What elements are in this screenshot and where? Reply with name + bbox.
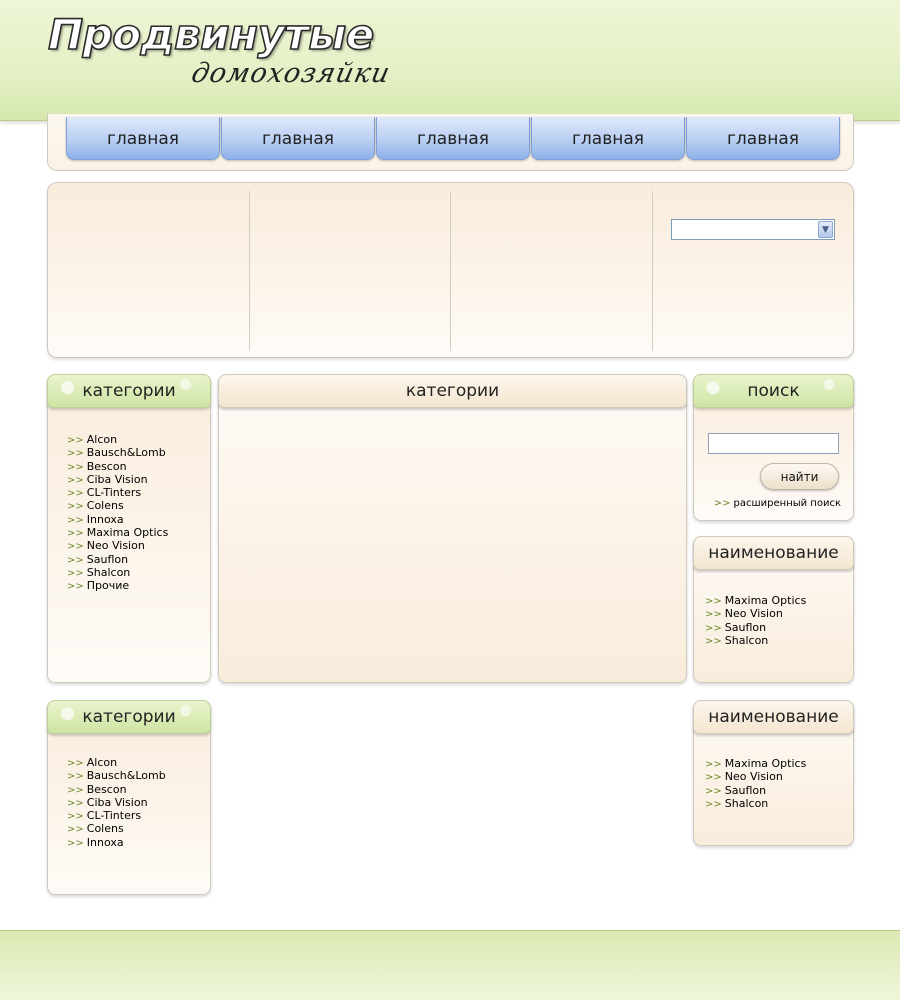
names-list: [705, 757, 806, 810]
list-item[interactable]: >> Alcon: [67, 433, 118, 446]
content-box: [218, 374, 687, 683]
list-item[interactable]: >> Sauflon: [705, 783, 767, 797]
main-nav: [66, 117, 840, 160]
list-item[interactable]: >> Neo Vision: [705, 770, 783, 784]
list-item[interactable]: >> Neo Vision: [67, 539, 145, 553]
nav-tab-3[interactable]: [376, 117, 530, 160]
category-link[interactable]: Bausch&Lomb: [86, 769, 166, 783]
name-link[interactable]: Sauflon: [724, 620, 767, 634]
box-header: [693, 374, 854, 408]
logo-title[interactable]: Продвинутые: [48, 10, 374, 59]
list-item[interactable]: >> CL-Tinters: [67, 486, 142, 500]
category-link[interactable]: Alcon: [86, 433, 118, 446]
category-link[interactable]: Innoxa: [86, 835, 124, 849]
top-panel: [47, 182, 854, 358]
names-box-2: [693, 700, 854, 846]
category-link[interactable]: Colens: [86, 822, 124, 836]
panel-divider: [652, 191, 653, 351]
chevron-down-icon[interactable]: ▼: [818, 221, 833, 238]
name-link[interactable]: Maxima Optics: [724, 594, 807, 607]
category-link[interactable]: Alcon: [86, 756, 118, 769]
name-link[interactable]: Maxima Optics: [724, 757, 807, 770]
nav-tab-label: главная: [417, 129, 489, 149]
panel-divider: [249, 191, 250, 351]
category-list: [67, 756, 166, 849]
list-item[interactable]: >> Bausch&Lomb: [67, 446, 166, 460]
box-header: [693, 536, 854, 570]
category-link[interactable]: Neo Vision: [86, 539, 145, 553]
category-link[interactable]: Ciba Vision: [86, 472, 148, 486]
box-title: категории: [405, 381, 500, 401]
category-link[interactable]: Bescon: [86, 459, 127, 473]
category-select[interactable]: [671, 219, 835, 240]
advanced-search-link[interactable]: расширенный поиск: [733, 498, 841, 509]
name-link[interactable]: Neo Vision: [724, 607, 783, 621]
category-link[interactable]: Прочие: [86, 579, 130, 593]
box-title: категории: [82, 381, 176, 401]
nav-tab-label: главная: [572, 129, 644, 149]
list-item[interactable]: >> Neo Vision: [705, 607, 783, 621]
category-link[interactable]: Bausch&Lomb: [86, 446, 166, 460]
list-item[interactable]: >> Bescon: [67, 459, 127, 473]
name-link[interactable]: Shalcon: [724, 633, 769, 647]
nav-tab-2[interactable]: [221, 117, 375, 160]
search-input[interactable]: [708, 433, 839, 454]
categories-box-2: [47, 700, 211, 895]
category-link[interactable]: Sauflon: [86, 552, 129, 566]
box-header: [47, 700, 211, 734]
list-item[interactable]: >> CL-Tinters: [67, 809, 142, 823]
nav-tab-4[interactable]: [531, 117, 685, 160]
list-item[interactable]: >> Ciba Vision: [67, 472, 148, 486]
name-link[interactable]: Sauflon: [724, 783, 767, 797]
list-item[interactable]: >> Прочие: [67, 579, 130, 593]
category-link[interactable]: Bescon: [86, 782, 127, 796]
list-item[interactable]: >> Colens: [67, 822, 124, 836]
category-link[interactable]: CL-Tinters: [86, 809, 142, 823]
advanced-search: >> расширенный поиск: [713, 498, 841, 509]
name-link[interactable]: Shalcon: [724, 796, 769, 810]
site-footer: [0, 930, 900, 1000]
list-item[interactable]: >> Ciba Vision: [67, 795, 148, 809]
nav-tab-label: главная: [262, 129, 334, 149]
logo-subtitle: домохозяйки: [188, 58, 394, 89]
list-item[interactable]: >> Sauflon: [67, 552, 129, 566]
site-header: [0, 0, 900, 121]
list-item[interactable]: >> Innoxa: [67, 512, 124, 526]
search-box: [693, 374, 854, 521]
category-link[interactable]: Ciba Vision: [86, 795, 148, 809]
list-item[interactable]: >> Bescon: [67, 782, 127, 796]
box-header: [693, 700, 854, 734]
panel-divider: [450, 191, 451, 351]
names-list: [705, 594, 806, 647]
box-header: [218, 374, 687, 408]
search-button[interactable]: найти: [760, 463, 839, 490]
nav-tab-label: главная: [727, 129, 799, 149]
box-title: наименование: [708, 543, 839, 563]
list-item[interactable]: >> Maxima Optics: [67, 526, 169, 540]
category-link[interactable]: Innoxa: [86, 512, 124, 526]
list-item[interactable]: >> Shalcon: [67, 565, 131, 579]
nav-tab-label: главная: [107, 129, 179, 149]
category-list: [67, 433, 168, 593]
list-item[interactable]: >> Shalcon: [705, 796, 769, 810]
nav-tab-1[interactable]: [66, 117, 220, 160]
list-item[interactable]: >> Sauflon: [705, 620, 767, 634]
list-item[interactable]: >> Maxima Optics: [705, 594, 807, 607]
category-link[interactable]: Colens: [86, 499, 124, 513]
list-item[interactable]: >> Colens: [67, 499, 124, 513]
categories-box: [47, 374, 211, 683]
list-item[interactable]: >> Shalcon: [705, 633, 769, 647]
category-link[interactable]: Maxima Optics: [86, 526, 169, 540]
list-item[interactable]: >> Innoxa: [67, 835, 124, 849]
names-box: [693, 536, 854, 683]
nav-tab-5[interactable]: [686, 117, 840, 160]
list-item[interactable]: >> Alcon: [67, 756, 118, 769]
box-title: категории: [82, 707, 176, 727]
list-item[interactable]: >> Bausch&Lomb: [67, 769, 166, 783]
box-header: [47, 374, 211, 408]
box-title: наименование: [708, 707, 839, 727]
category-link[interactable]: CL-Tinters: [86, 486, 142, 500]
box-title: поиск: [747, 381, 800, 401]
list-item[interactable]: >> Maxima Optics: [705, 757, 807, 770]
name-link[interactable]: Neo Vision: [724, 770, 783, 784]
category-link[interactable]: Shalcon: [86, 565, 131, 579]
